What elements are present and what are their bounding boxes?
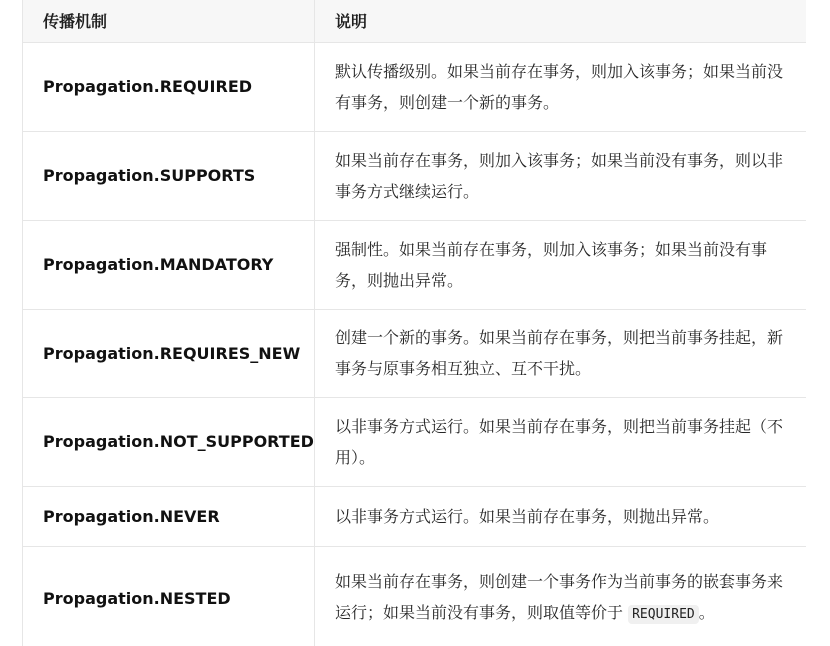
header-row bbox=[23, 0, 807, 42]
mechanism-cell: Propagation.NOT_SUPPORTED bbox=[23, 397, 315, 486]
table-row bbox=[23, 486, 807, 546]
propagation-table-container bbox=[22, 0, 806, 646]
table-row bbox=[23, 397, 807, 486]
description-text: 如果当前存在事务，则创建一个事务作为当前事务的嵌套事务来运行；如果当前没有事务，则取值等价于 bbox=[335, 572, 784, 622]
propagation-table bbox=[22, 0, 806, 646]
table-row bbox=[23, 220, 807, 309]
description-suffix: 。 bbox=[698, 603, 715, 622]
description-cell: 以非事务方式运行。如果当前存在事务，则抛出异常。 bbox=[315, 486, 807, 546]
description-cell: 如果当前存在事务，则加入该事务；如果当前没有事务，则以非事务方式继续运行。 bbox=[315, 131, 807, 220]
mechanism-cell: Propagation.REQUIRED bbox=[23, 42, 315, 131]
header-mechanism: 传播机制 bbox=[23, 0, 315, 42]
description-cell: 强制性。如果当前存在事务，则加入该事务；如果当前没有事务，则抛出异常。 bbox=[315, 220, 807, 309]
table-body bbox=[23, 42, 807, 646]
description-cell: 创建一个新的事务。如果当前存在事务，则把当前事务挂起，新事务与原事务相互独立、互不干扰。 bbox=[315, 309, 807, 397]
table-row bbox=[23, 546, 807, 646]
mechanism-cell: Propagation.NEVER bbox=[23, 486, 315, 546]
description-cell: 默认传播级别。如果当前存在事务，则加入该事务；如果当前没有事务，则创建一个新的事务。 bbox=[315, 42, 807, 131]
inline-code: REQUIRED bbox=[628, 605, 699, 624]
description-cell bbox=[315, 546, 807, 646]
mechanism-cell: Propagation.NESTED bbox=[23, 546, 315, 646]
mechanism-cell: Propagation.MANDATORY bbox=[23, 220, 315, 309]
table-header bbox=[23, 0, 807, 42]
table-row bbox=[23, 309, 807, 397]
mechanism-cell: Propagation.REQUIRES_NEW bbox=[23, 309, 315, 397]
table-row bbox=[23, 131, 807, 220]
description-cell: 以非事务方式运行。如果当前存在事务，则把当前事务挂起（不用）。 bbox=[315, 397, 807, 486]
header-description: 说明 bbox=[315, 0, 807, 42]
table-row bbox=[23, 42, 807, 131]
mechanism-cell: Propagation.SUPPORTS bbox=[23, 131, 315, 220]
